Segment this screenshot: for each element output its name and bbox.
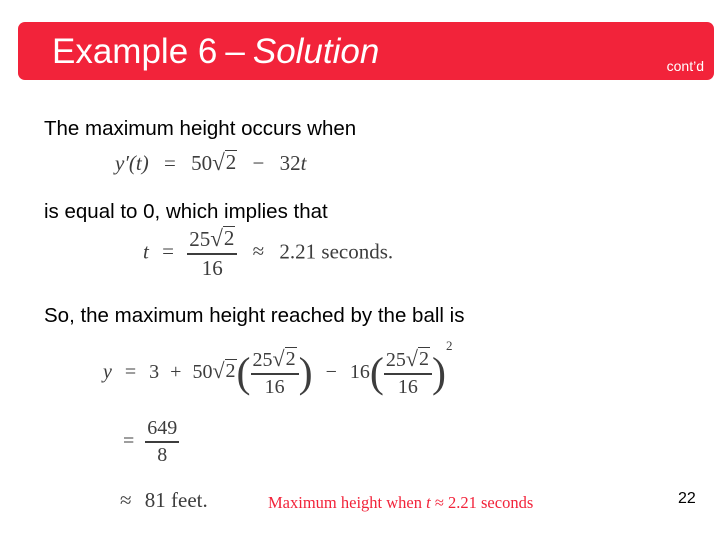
eq3-den2: 16 bbox=[397, 376, 418, 399]
eq1-lhs: y′(t) bbox=[115, 151, 149, 175]
annotation-note bbox=[268, 493, 533, 513]
eq3-coef: 50 bbox=[192, 361, 213, 383]
eq3-den: 16 bbox=[264, 376, 285, 399]
eq3-num-radicand: 2 bbox=[285, 348, 296, 371]
text-line-1: The maximum height occurs when bbox=[44, 117, 357, 140]
eq3-coef2: 16 bbox=[349, 361, 370, 383]
eq2-num-coef: 25 bbox=[189, 227, 211, 251]
annotation-var: t bbox=[426, 493, 431, 512]
annotation-pre: Maximum height when bbox=[268, 493, 427, 512]
eq3-minus: − bbox=[325, 361, 337, 383]
text-line-3: So, the maximum height reached by the ball is bbox=[44, 304, 465, 327]
eq3-exponent: 2 bbox=[445, 338, 453, 353]
eq3-num-coef: 25 bbox=[252, 349, 273, 372]
eq3-fraction-2: 25 √ 2 16 bbox=[384, 347, 432, 399]
eq3-radicand: 2 bbox=[225, 360, 236, 382]
eq2-equals: = bbox=[162, 239, 174, 264]
title-bar bbox=[18, 22, 714, 80]
eq1-equals: = bbox=[164, 151, 176, 175]
equation-derivative bbox=[115, 150, 306, 176]
eq2-result: 2.21 seconds. bbox=[279, 239, 394, 264]
page-number: 22 bbox=[678, 490, 696, 507]
eq3-equals: = bbox=[124, 361, 137, 383]
eq4-den: 8 bbox=[157, 444, 168, 466]
eq4-equals: = bbox=[123, 429, 135, 452]
eq1-term2: 32 bbox=[279, 151, 301, 175]
annotation-post: ≈ 2.21 seconds bbox=[430, 493, 534, 512]
eq1-minus: − bbox=[252, 151, 265, 175]
eq2-fraction: 25 √ 2 16 bbox=[187, 226, 237, 281]
equation-fraction bbox=[123, 417, 179, 467]
eq3-lhs: y bbox=[103, 361, 112, 383]
eq3-fraction-1: 25 √ 2 16 bbox=[251, 347, 299, 399]
eq3-a: 3 bbox=[149, 361, 160, 383]
eq4-fraction bbox=[145, 417, 179, 467]
text-line-2: is equal to 0, which implies that bbox=[44, 200, 328, 223]
eq3-num-coef2: 25 bbox=[385, 349, 406, 372]
eq2-approx: ≈ bbox=[252, 239, 265, 264]
eq1-radicand: 2 bbox=[225, 150, 237, 174]
slide-title bbox=[52, 32, 379, 72]
eq2-lhs: t bbox=[143, 239, 149, 264]
eq5-approx: ≈ bbox=[120, 488, 132, 512]
equation-time bbox=[143, 226, 393, 281]
eq1-coef: 50 bbox=[191, 151, 213, 175]
eq2-num-radicand: 2 bbox=[223, 226, 235, 250]
eq2-den: 16 bbox=[201, 256, 223, 280]
title-dash: – bbox=[225, 32, 245, 71]
eq1-sqrt: √ 2 bbox=[212, 149, 237, 175]
equation-max-height: y = 3 + 50 √ 2 ( 25 √ 2 16 ) − 16( 25 √ 2 16 )$^2$ bbox=[103, 338, 453, 399]
eq5-result: 81 feet. bbox=[144, 488, 208, 512]
title-main-text: Example 6 bbox=[52, 32, 218, 71]
title-subtitle: Solution bbox=[252, 32, 380, 71]
eq3-num-radicand2: 2 bbox=[418, 348, 429, 371]
eq1-var: t bbox=[300, 151, 307, 175]
continued-label: cont’d bbox=[666, 58, 704, 74]
eq4-num: 649 bbox=[147, 417, 178, 439]
equation-result bbox=[120, 488, 208, 513]
eq3-plus: + bbox=[170, 361, 182, 383]
